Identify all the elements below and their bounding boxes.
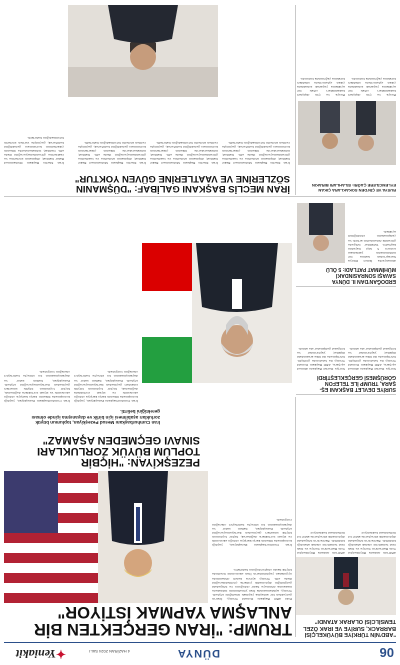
barrack-body: ABD'nin Ankara Büyükelçisi Tom Barrack'ın Suriye ve Irak özel temsilcisi olarak atandığı bildirildi. Barrack'ın bölgedeki diplomatik süreçlerde aktif rol üstlenmesi bekleniyor. — [348, 530, 396, 555]
section-title: DÜNYA — [176, 647, 220, 659]
page-number: 06 — [379, 645, 394, 660]
suriye-headline: SURİYE DEVLET BAŞKANI EŞ- ŞARA, TRUMP İLE TELEFON GÖRÜŞMESİ GERÇEKLEŞTİRDİ — [317, 374, 396, 392]
newspaper-logo: ✦Yeniakit — [15, 647, 66, 661]
sidebar-body-2: Rusya ve Çin dışişleri bakanlıkları ortak bir açıklama yaparak sokaklara çıkan eylemcilere silahları bırakma çağrısında bulundu. — [297, 76, 345, 97]
masthead-divider — [4, 642, 396, 643]
pezeshkian-body-2: İran Cumhurbaşkanı Pezeşkiyan, yaptığı konuşmada ülkenin karşı karşıya olduğu ekonomik ve siyasi zorluklara değinerek, hiçbir toplumun büyük sınavları geçmeden ilerleyemeyeceğini söyledi. Pezeşkiyan, halkın sabır ve dayanışmasının bu süreçte belirleyici olacağını vurguladı. — [74, 370, 138, 403]
column-divider — [295, 5, 296, 195]
logo-mark-icon: ✦ — [55, 647, 66, 661]
pezeshkian-body-3: İran Cumhurbaşkanı Pezeşkiyan, yaptığı konuşmada ülkenin karşı karşıya olduğu ekonomik ve siyasi zorluklara değinerek, hiçbir toplumun büyük sınavları geçmeden ilerleyemeyeceğini söyledi. Pezeşkiyan, halkın sabır ve dayanışmasının bu süreçte belirleyici olacağını vurguladı. — [4, 370, 70, 403]
pezeshkian-headline-block: PEZEŞKİYAN: "HİÇBİR TOPLUM BÜYÜK ZORLUKLARI SINAVI GEÇMEDEN AŞAMAZ" — [37, 433, 200, 468]
masthead — [0, 639, 400, 665]
galibaf-photo — [68, 5, 218, 97]
erdogan-photo — [297, 203, 345, 263]
galibaf-headline: İRAN MECLİS BAŞKANI GALİBAF: "DÜŞMANIN SÖZLERİNE VE VAATLERİNE GÜVEN YOKTUR" — [74, 173, 290, 194]
galibaf-body-2: İran Meclis Başkanı Muhammed Bakır Galibaf, düşmanın sözlerine ve vaatlerine güvenilemeyeceğini ifade etti. Galibaf, müzakerelerde ülkenin çıkarlarının korunması gerektiğini belirterek, geçmişte verilen sözlerin tutulmadığını hatırlattı. — [150, 140, 218, 165]
sidebar-headline: RUSYA VE ÇİN'DEN SOKAKLARA ÇIKAN EYLEMCİLERE ÇAĞRI: SİLAHLARI BIRAKIN — [312, 183, 396, 193]
barrack-photo — [296, 557, 396, 615]
pezeshkian-lead: İran Cumhurbaşkanı Mesud Pezeşkiyan, toplumun büyük zorlukları aşabilmesi için birlik ve dayanışma içinde olması gerektiğini belirtti. — [31, 409, 160, 425]
horizontal-divider — [4, 196, 396, 197]
pezeshkian-photo — [142, 243, 292, 383]
sidebar-photo — [298, 101, 396, 165]
suriye-body-2: Suriye Devlet Başkanı Ahmed eş-Şara, ABD Başkanı Donald Trump ile telefonda görüştü. Görüşmede iki ülke arasındaki ilişkiler, yaptırımlar ve bölgesel gelişmeler ele alındı. — [297, 346, 345, 371]
barrack-body-2: ABD'nin Ankara Büyükelçisi Tom Barrack'ın Suriye ve Irak özel temsilcisi olarak atandığı bildirildi. Barrack'ın bölgedeki diplomatik süreçlerde aktif rol üstlenmesi bekleniyor. — [297, 530, 345, 555]
barrack-headline: "ABD'NİN TÜRKİYE BÜYÜKELÇİSİ BARRACK, SURİYE VE IRAK ÖZEL TEMSİLCİSİ OLARAK ATANDI" — [303, 618, 396, 637]
trump-flag-photo — [4, 471, 208, 603]
horizontal-divider — [296, 286, 396, 287]
galibaf-body-3: İran Meclis Başkanı Muhammed Bakır Galibaf, düşmanın sözlerine ve vaatlerine güvenilemeyeceğini ifade etti. Galibaf, müzakerelerde ülkenin çıkarlarının korunması gerektiğini belirterek, geçmişte verilen sözlerin tutulmadığını hatırlattı. — [78, 140, 146, 165]
issue-date: 4 HAZİRAN 2024 SALI — [89, 649, 130, 654]
galibaf-body-4: İran Meclis Başkanı Muhammed Bakır Galibaf, düşmanın sözlerine ve vaatlerine güvenilemeyeceğini ifade etti. Galibaf, müzakerelerde ülkenin çıkarlarının korunması gerektiğini belirterek, geçmişte verilen sözlerin tutulmadığını hatırlattı. — [4, 136, 64, 165]
pezeshkian-body: İran Cumhurbaşkanı Pezeşkiyan, yaptığı konuşmada ülkenin karşı karşıya olduğu ekonomik ve siyasi zorluklara değinerek, hiçbir toplumun büyük sınavları geçmeden ilerleyemeyeceğini söyledi. Pezeşkiyan, halkın sabır ve dayanışmasının bu süreçte belirleyici olacağını vurguladı. — [212, 518, 292, 547]
trump-body: Eski ABD Başkanı Donald Trump, İran'ın gerçekten bir anlaşma yapmak istediğini söyledi. Trump, açıklamasında İran yönetiminin müzakere masasına dönmeye hazır olduğunu ve bölgedeki gerginliğin diplomatik yollarla çözülebileceğini ifade etti. Trump ayrıca kendi döneminde uygulanan yaptırımların İran ekonomisi üzerinde büyük baskı oluşturduğunu hatırlattı. — [212, 568, 292, 601]
galibaf-body: İran Meclis Başkanı Muhammed Bakır Galibaf, düşmanın sözlerine ve vaatlerine güvenilemeyeceğini ifade etti. Galibaf, müzakerelerde ülkenin çıkarlarının korunması gerektiğini belirterek, geçmişte verilen sözlerin tutulmadığını hatırlattı. — [222, 140, 290, 165]
suriye-body: Suriye Devlet Başkanı Ahmed eş-Şara, ABD Başkanı Donald Trump ile telefonda görüştü. Görüşmede iki ülke arasındaki ilişkiler, yaptırımlar ve bölgesel gelişmeler ele alındı. — [348, 346, 396, 371]
main-headline: TRUMP: "İRAN GERÇEKTEN BİR ANLAŞMA YAPMAK İSTİYOR" — [33, 603, 292, 638]
horizontal-divider — [296, 394, 396, 395]
erdogan-headline: ERDOĞAN'DAN II. DÜNYA SAVAŞI SONRASINDAKİ MÜHİMMAT PATLADI: 5 ÖLÜ — [325, 266, 396, 284]
sidebar-body: Rusya ve Çin dışişleri bakanlıkları ortak bir açıklama yaparak sokaklara çıkan eylemcilere silahları bırakma çağrısında bulundu. — [348, 76, 396, 97]
erdogan-body: Almanya'da İkinci Dünya Savaşı'ndan kalma bir mühimmatın patlaması sonucu 5 kişi hayatını kaybetti. Yetkililer bölgede güvenlik önlemlerini artırdı ve çalışmaların sürdüğünü açıkladı. — [348, 230, 396, 263]
